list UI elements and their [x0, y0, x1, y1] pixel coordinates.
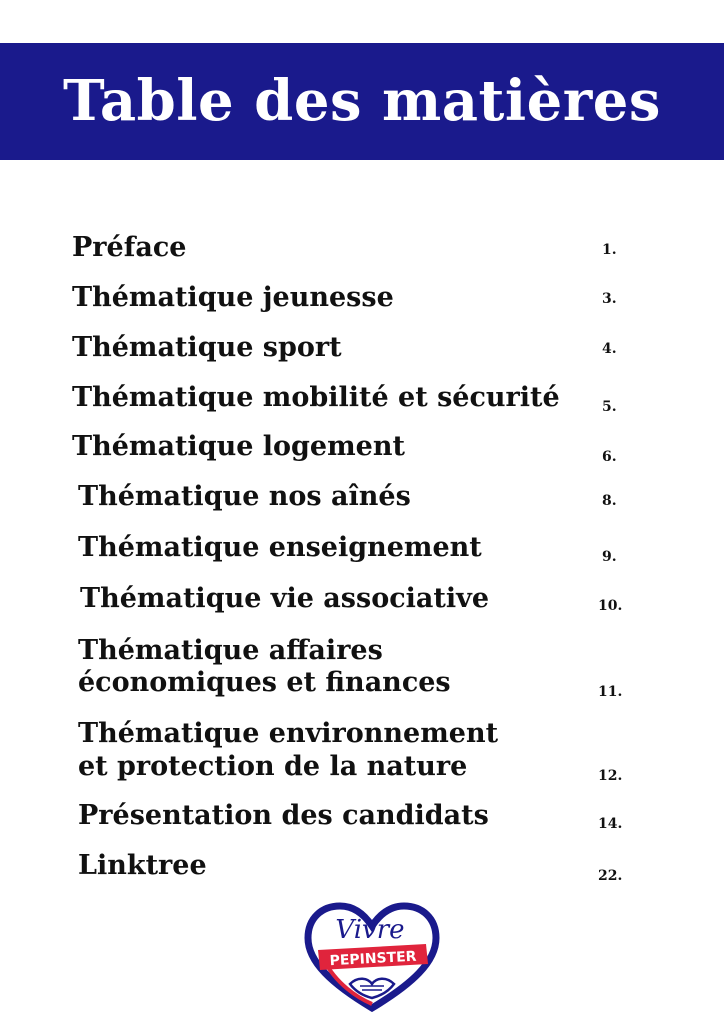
- logo-banner-text: PEPINSTER: [329, 948, 417, 970]
- toc-item-label-line1: Thématique environnement: [78, 718, 499, 749]
- toc-item-page: 12.: [598, 768, 623, 784]
- toc-item-page: 6.: [602, 449, 617, 465]
- toc-item-page: 22.: [598, 868, 623, 884]
- toc-item-label: Thématique nos aînés: [78, 481, 411, 512]
- header-banner: [0, 43, 724, 160]
- toc-item-label: Thématique sport: [72, 332, 342, 363]
- toc-item-page: 14.: [598, 816, 623, 832]
- toc-item-page: 9.: [602, 549, 617, 565]
- toc-item-label: Thématique vie associative: [80, 583, 489, 614]
- toc-item-label: Présentation des candidats: [78, 800, 489, 831]
- logo-script-text: Vivre: [335, 915, 405, 945]
- toc-item-label: Thématique mobilité et sécurité: [72, 382, 560, 413]
- toc-item-page: 8.: [602, 493, 617, 509]
- toc-item-page: 3.: [602, 291, 617, 307]
- toc-item-page: 11.: [598, 684, 623, 700]
- toc-item-label: Linktree: [78, 850, 207, 881]
- toc-item-page: 5.: [602, 399, 617, 415]
- vivre-pepinster-logo: [302, 900, 442, 1012]
- toc-item-page: 10.: [598, 598, 623, 614]
- page-title: Table des matières: [63, 68, 661, 134]
- toc-item-label: Thématique jeunesse: [72, 282, 394, 313]
- toc-item-page: 1.: [602, 242, 617, 258]
- toc-item-label-line2: économiques et finances: [78, 667, 451, 698]
- toc-item-label-line1: Thématique affaires: [78, 635, 383, 666]
- toc-item-label: Préface: [72, 232, 187, 263]
- toc-item-label: Thématique enseignement: [78, 532, 482, 563]
- toc-item-label-line2: et protection de la nature: [78, 751, 468, 782]
- toc-item-label: Thématique logement: [72, 431, 405, 462]
- toc-item-page: 4.: [602, 341, 617, 357]
